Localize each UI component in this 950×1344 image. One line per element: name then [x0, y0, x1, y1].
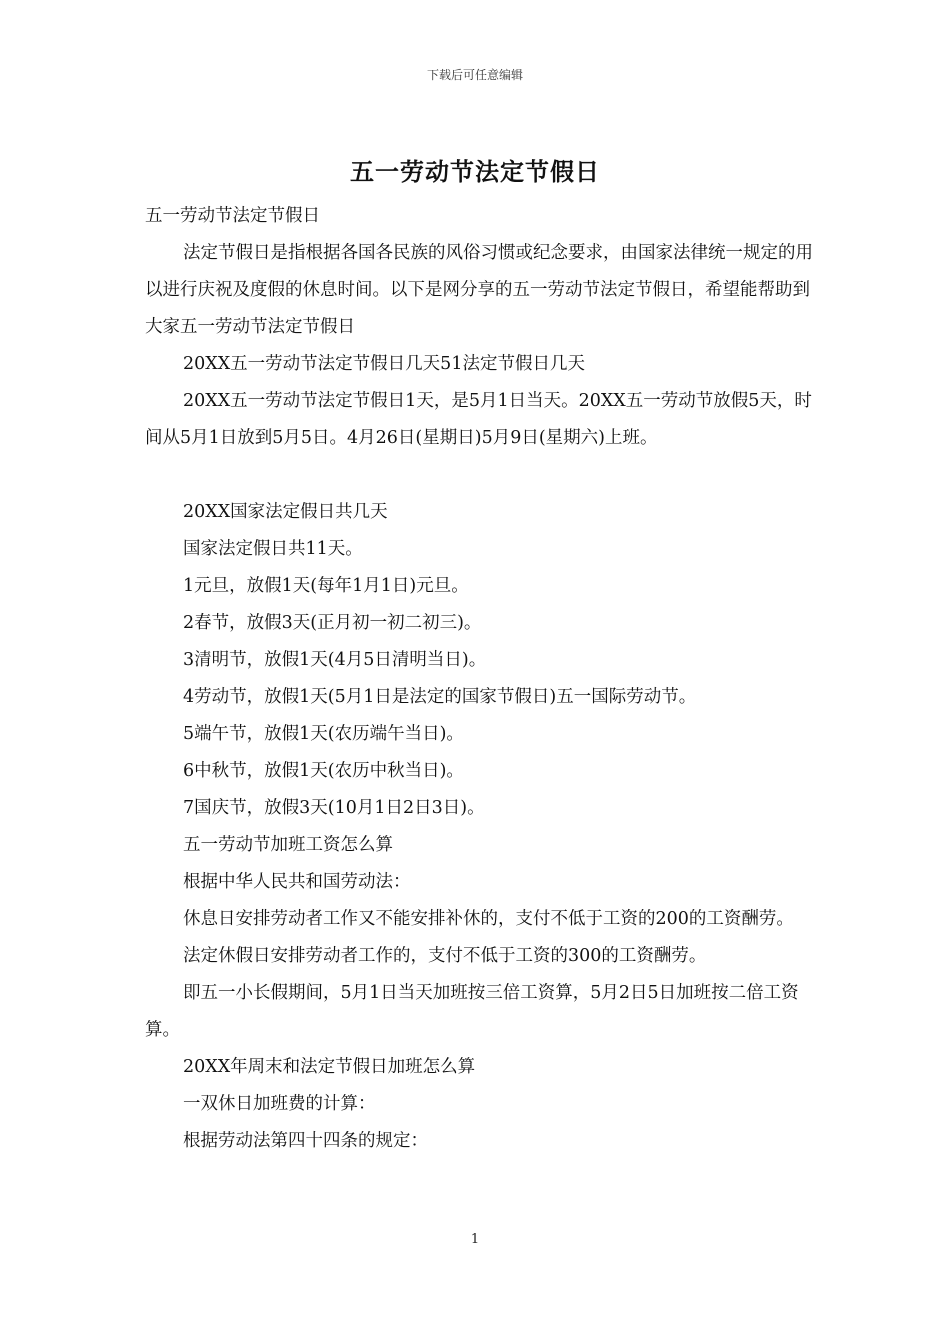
paragraph: 20XX国家法定假日共几天	[183, 502, 388, 522]
list-item: 1元旦，放假1天(每年1月1日)元旦。	[183, 576, 469, 596]
page-number: 1	[470, 1232, 480, 1247]
paragraph: 休息日安排劳动者工作又不能安排补休的，支付不低于工资的200的工资酬劳。	[183, 909, 794, 929]
document-title: 五一劳动节法定节假日	[350, 157, 600, 186]
paragraph: 根据中华人民共和国劳动法：	[183, 872, 411, 892]
list-item: 4劳动节，放假1天(5月1日是法定的国家节假日)五一国际劳动节。	[183, 687, 697, 707]
section-heading: 20XX年周末和法定节假日加班怎么算	[183, 1057, 476, 1077]
paragraph: 法定休假日安排劳动者工作的，支付不低于工资的300的工资酬劳。	[183, 946, 707, 966]
paragraph: 20XX五一劳动节法定节假日几天51法定节假日几天	[183, 354, 585, 374]
list-item: 2春节，放假3天(正月初一初二初三)。	[183, 613, 482, 633]
paragraph: 国家法定假日共11天。	[183, 539, 363, 559]
paragraph: 20XX五一劳动节法定节假日1天，是5月1日当天。20XX五一劳动节放假5天，时间从5月1日放到5月5日。4月26日(星期日)5月9日(星期六)上班。	[145, 391, 812, 448]
section-heading: 五一劳动节加班工资怎么算	[183, 835, 393, 855]
list-item: 3清明节，放假1天(4月5日清明当日)。	[183, 650, 487, 670]
document-body	[145, 198, 815, 1160]
list-item: 5端午节，放假1天(农历端午当日)。	[183, 724, 464, 744]
paragraph: 即五一小长假期间，5月1日当天加班按三倍工资算，5月2日5日加班按二倍工资算。	[145, 983, 799, 1040]
list-item: 6中秋节，放假1天(农历中秋当日)。	[183, 761, 464, 781]
paragraph: 一双休日加班费的计算：	[183, 1094, 376, 1114]
page-header: 下载后可任意编辑	[426, 68, 523, 82]
paragraph: 根据劳动法第四十四条的规定：	[183, 1131, 428, 1151]
paragraph: 法定节假日是指根据各国各民族的风俗习惯或纪念要求，由国家法律统一规定的用以进行庆祝及度假的休息时间。以下是网分享的五一劳动节法定节假日，希望能帮助到大家五一劳动节法定节假日	[145, 243, 813, 337]
paragraph: 五一劳动节法定节假日	[145, 206, 320, 226]
list-item: 7国庆节，放假3天(10月1日2日3日)。	[183, 798, 485, 818]
